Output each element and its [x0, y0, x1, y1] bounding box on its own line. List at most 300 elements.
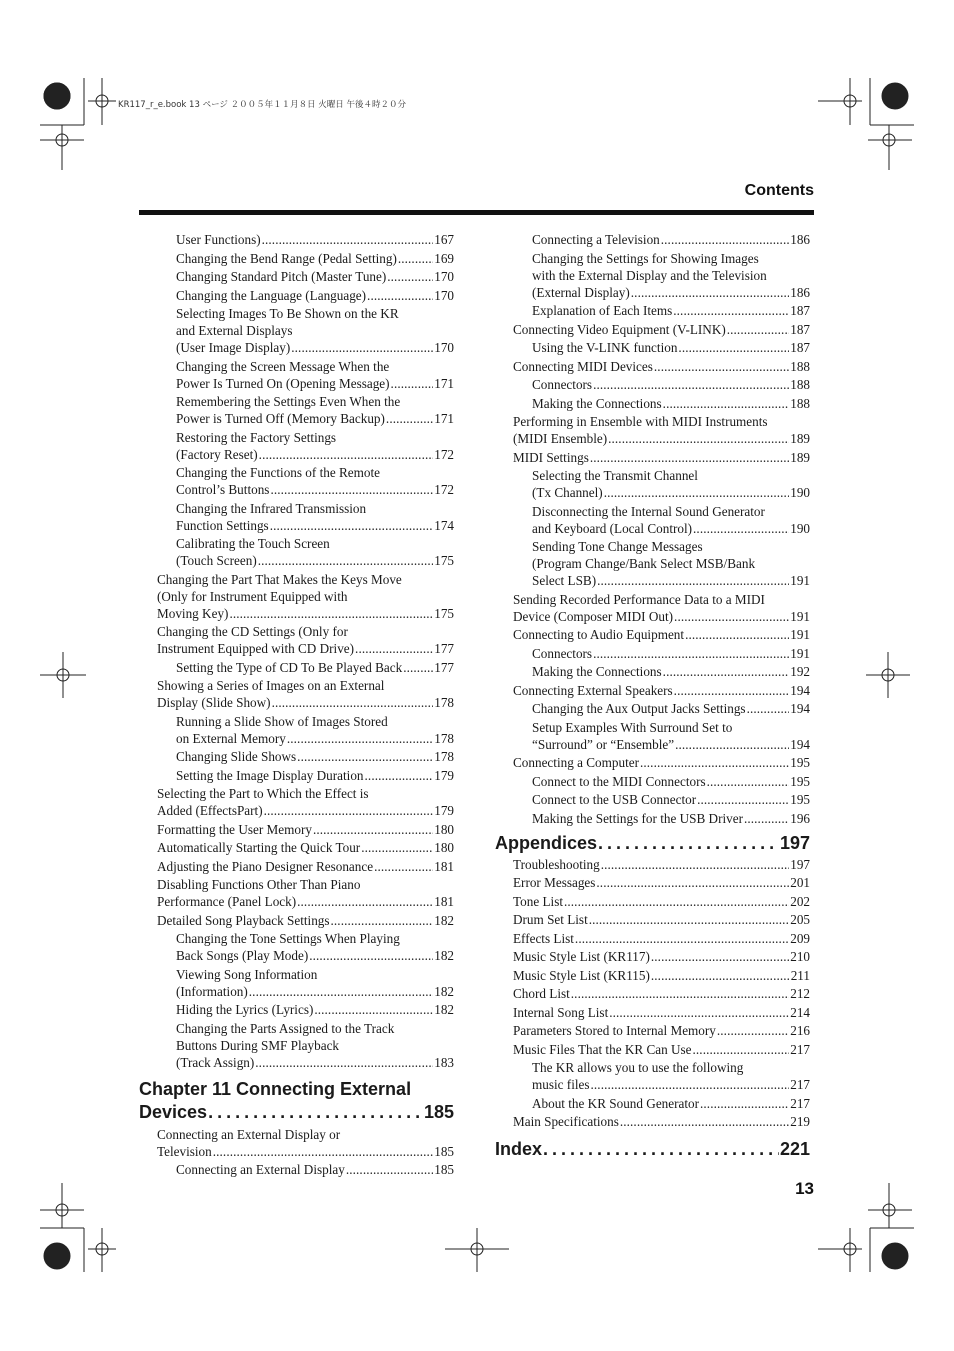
dot-leader: [272, 694, 434, 711]
toc-entry-text: Connecting Video Equipment (V-LINK): [513, 321, 726, 337]
toc-page-number: 189: [790, 449, 810, 465]
dot-leader: [620, 1113, 789, 1130]
dot-leader: [208, 1101, 423, 1124]
toc-entry-text: Connecting a Computer: [513, 755, 639, 770]
toc-entry-text: Internal Song List: [513, 1004, 609, 1020]
toc-entry-text: (Information): [176, 983, 248, 999]
dot-leader: [651, 948, 789, 965]
toc-entry[interactable]: [139, 287, 454, 304]
dot-leader: [391, 375, 434, 392]
toc-entry[interactable]: [139, 912, 454, 929]
dot-leader: [314, 1001, 433, 1018]
dot-leader: [654, 358, 789, 375]
dot-leader: [367, 287, 433, 304]
toc-entry[interactable]: [139, 623, 454, 657]
toc-entry-text: “Surround” or “Ensemble”: [532, 736, 675, 752]
toc-entry-text: Instrument Equipped with CD Drive): [157, 641, 355, 656]
toc-entry[interactable]: [139, 966, 454, 1000]
toc-entry[interactable]: [139, 250, 454, 267]
dot-leader: [640, 754, 789, 771]
toc-entry[interactable]: [495, 538, 810, 589]
toc-page-number: 174: [434, 517, 454, 533]
dot-leader: [259, 446, 434, 463]
appendices-heading[interactable]: [495, 832, 810, 855]
toc-entry-text: Setting the Type of CD To Be Played Back: [176, 659, 403, 675]
dot-leader: [593, 376, 789, 393]
dot-leader: [747, 700, 790, 717]
heading-text: Appendices: [495, 832, 598, 853]
toc-entry-text: Adjusting the Piano Designer Resonance: [157, 858, 374, 874]
dot-leader: [291, 339, 433, 356]
toc-entry-text: (Tx Channel): [532, 485, 603, 500]
dot-leader: [596, 874, 789, 891]
toc-entry-text: Automatically Starting the Quick Tour: [157, 840, 361, 855]
dot-leader: [727, 321, 789, 338]
dot-leader: [589, 911, 789, 928]
toc-entry-text: Moving Key): [157, 605, 229, 621]
toc-page-number: 180: [434, 840, 454, 855]
toc-page-number: 188: [790, 358, 810, 374]
toc-entry-text: Control’s Buttons: [176, 482, 270, 497]
toc-entry-text: MIDI Settings: [513, 449, 589, 465]
toc-entry-text: Performance (Panel Lock): [157, 894, 297, 909]
dot-leader: [604, 484, 790, 501]
dot-leader: [707, 773, 790, 790]
dot-leader: [309, 947, 433, 964]
dot-leader: [270, 481, 433, 498]
dot-leader: [386, 410, 433, 427]
toc-page-number: 178: [434, 749, 454, 764]
dot-leader: [374, 858, 433, 875]
dot-leader: [564, 893, 789, 910]
toc-entry[interactable]: [139, 659, 454, 676]
chapter-11-heading[interactable]: [139, 1078, 454, 1124]
dot-leader: [313, 821, 433, 838]
toc-page-number: 194: [790, 682, 810, 698]
dot-leader: [387, 268, 433, 285]
toc-entry-text: Connecting External Speakers: [513, 682, 673, 698]
dot-leader: [262, 231, 434, 248]
toc-entry[interactable]: [139, 358, 454, 392]
toc-page-number: 175: [434, 553, 454, 568]
toc-entry-text: Restoring the Factory Settings: [176, 429, 337, 445]
toc-entry-text: Chord List: [513, 986, 570, 1001]
toc-entry[interactable]: [139, 677, 454, 711]
toc-page-number: 177: [434, 641, 454, 656]
toc-entry-text: Setting the Image Display Duration: [176, 767, 364, 783]
section-title: Contents: [744, 182, 814, 199]
toc-entry[interactable]: [495, 663, 810, 680]
index-heading[interactable]: [495, 1138, 810, 1161]
toc-page-number: 191: [790, 573, 810, 588]
toc-entry[interactable]: [495, 930, 810, 947]
toc-entry-text: Viewing Song Information: [176, 966, 318, 982]
toc-entry-text: Selecting the Part to Which the Effect is: [157, 786, 369, 801]
toc-page-number: 182: [434, 983, 454, 999]
toc-entry[interactable]: [139, 821, 454, 838]
toc-entry[interactable]: [139, 1020, 454, 1071]
toc-entry[interactable]: [495, 231, 810, 248]
dot-leader: [258, 552, 433, 569]
toc-page-number: 195: [790, 792, 810, 807]
heading-page-number: 221: [779, 1139, 810, 1159]
toc-entry[interactable]: [139, 876, 454, 910]
toc-page-number: 171: [434, 375, 454, 391]
toc-entry[interactable]: [139, 748, 454, 765]
page-number: 13: [795, 1179, 814, 1198]
toc-entry-text: Changing the Aux Output Jacks Settings: [532, 701, 746, 716]
file-header: KR117_r_e.book 13 ページ ２００５年１１月８日 火曜日 午後４時２０分: [118, 100, 407, 110]
toc-entry-text: Showing a Series of Images on an External: [157, 678, 385, 693]
toc-entry-text: (Track Assign): [176, 1054, 255, 1070]
toc-entry[interactable]: [139, 767, 454, 784]
dot-leader: [663, 395, 790, 412]
toc-entry-text: Connectors: [532, 377, 593, 392]
toc-entry-text: Back Songs (Play Mode): [176, 948, 309, 963]
toc-entry-text: Changing Standard Pitch (Master Tune): [176, 269, 387, 284]
toc-entry-text: Changing the Bend Range (Pedal Setting): [176, 250, 397, 266]
toc-entry[interactable]: [495, 911, 810, 928]
dot-leader: [685, 626, 789, 643]
toc-page-number: 210: [790, 949, 810, 964]
toc-entry[interactable]: [495, 413, 810, 447]
toc-left-part2: [139, 1126, 454, 1179]
toc-entry-text: Changing the Infrared Transmission: [176, 500, 367, 516]
toc-page-number: 187: [790, 303, 810, 318]
toc-entry[interactable]: [139, 839, 454, 856]
dot-leader: [609, 1004, 789, 1021]
dot-leader: [543, 1138, 779, 1161]
dot-leader: [355, 640, 433, 657]
toc-entry-text: Disconnecting the Internal Sound Generator: [532, 503, 765, 519]
toc-page-number: 191: [790, 645, 810, 661]
dot-leader: [663, 663, 790, 680]
toc-page-number: 180: [434, 821, 454, 837]
toc-entry-text: Sending Recorded Performance Data to a MIDI: [513, 591, 765, 607]
toc-page-number: 194: [790, 736, 810, 752]
toc-entry[interactable]: [139, 785, 454, 819]
toc-entry-text: and External Displays: [176, 323, 293, 338]
toc-entry-text: Changing the Part That Makes the Keys Move: [157, 571, 402, 587]
toc-entry-text: Power is Turned Off (Memory Backup): [176, 411, 385, 426]
toc-page-number: 169: [434, 250, 454, 266]
toc-entry-text: Television: [157, 1143, 212, 1159]
toc-entry-text: Display (Slide Show): [157, 695, 271, 710]
toc-entry-text: Connecting an External Display: [176, 1162, 345, 1177]
toc-entry[interactable]: [495, 1095, 810, 1112]
heading-page-number: 197: [779, 832, 810, 853]
toc-page-number: 190: [790, 520, 810, 536]
toc-page-number: 196: [790, 810, 810, 826]
toc-entry-text: Using the V-LINK function: [532, 340, 678, 355]
toc-entry[interactable]: [495, 967, 810, 984]
toc-entry[interactable]: [495, 700, 810, 717]
dot-leader: [674, 608, 789, 625]
toc-entry[interactable]: [495, 893, 810, 910]
toc-page-number: 188: [790, 377, 810, 392]
toc-entry-text: Calibrating the Touch Screen: [176, 536, 330, 551]
toc-entry-text: Making the Settings for the USB Driver: [532, 810, 743, 826]
toc-page-number: 192: [790, 664, 810, 679]
toc-entry[interactable]: [139, 535, 454, 569]
dot-leader: [331, 912, 434, 929]
toc-entry-text: (MIDI Ensemble): [513, 431, 608, 446]
toc-entry-text: Power Is Turned On (Opening Message): [176, 375, 390, 391]
toc-right-part1: [495, 231, 810, 827]
toc-entry-text: Changing Slide Shows: [176, 749, 297, 764]
toc-entry[interactable]: [495, 302, 810, 319]
dot-leader: [744, 810, 789, 827]
dot-leader: [601, 856, 790, 873]
toc-entry-text: (User Image Display): [176, 340, 291, 355]
toc-entry[interactable]: [495, 719, 810, 753]
toc-page-number: 191: [790, 608, 810, 624]
toc-entry-text: (Touch Screen): [176, 553, 257, 568]
dot-leader: [249, 983, 433, 1000]
toc-entry[interactable]: [139, 464, 454, 498]
toc-entry[interactable]: [495, 754, 810, 771]
dot-leader: [571, 985, 789, 1002]
toc-entry[interactable]: [495, 645, 810, 662]
dot-leader: [675, 736, 789, 753]
toc-entry-text: Changing the Functions of the Remote: [176, 465, 381, 480]
dot-leader: [693, 1041, 790, 1058]
toc-left-part1: [139, 231, 454, 1071]
toc-entry-text: Making the Connections: [532, 395, 662, 411]
toc-page-number: 183: [434, 1054, 454, 1070]
toc-page-number: 217: [790, 1095, 810, 1111]
toc-entry[interactable]: [139, 858, 454, 875]
toc-entry-text: music files: [532, 1077, 590, 1092]
toc-entry-text: Connecting a Television: [532, 232, 660, 247]
dot-leader: [597, 572, 789, 589]
toc-entry[interactable]: [495, 682, 810, 699]
toc-page-number: 191: [790, 627, 810, 642]
toc-entry[interactable]: [495, 1041, 810, 1058]
toc-entry[interactable]: [139, 429, 454, 463]
dot-leader: [717, 1022, 789, 1039]
dot-leader: [598, 832, 779, 855]
toc-entry-text: Function Settings: [176, 517, 269, 533]
toc-page-number: 201: [790, 875, 810, 890]
toc-entry[interactable]: [495, 339, 810, 356]
toc-entry[interactable]: [495, 626, 810, 643]
toc-page-number: 211: [790, 967, 810, 983]
toc-entry-text: Changing the Parts Assigned to the Track: [176, 1020, 395, 1036]
dot-leader: [608, 430, 789, 447]
toc-page-number: 185: [434, 1143, 454, 1159]
toc-entry[interactable]: [495, 250, 810, 301]
toc-entry-text: Connecting MIDI Devices: [513, 358, 653, 374]
toc-entry[interactable]: [495, 1004, 810, 1021]
toc-entry[interactable]: [495, 376, 810, 393]
toc-page-number: 189: [790, 431, 810, 446]
dot-leader: [674, 682, 790, 699]
toc-page-number: 190: [790, 485, 810, 500]
heading-text: Devices: [139, 1101, 208, 1122]
toc-entry[interactable]: [495, 773, 810, 790]
toc-page-number: 194: [790, 701, 810, 716]
toc-entry[interactable]: [139, 231, 454, 248]
toc-entry-text: Drum Set List: [513, 912, 588, 927]
toc-entry-text: Device (Composer MIDI Out): [513, 608, 674, 624]
toc-entry-text: Troubleshooting: [513, 856, 600, 872]
toc-entry-text: Tone List: [513, 893, 563, 909]
toc-right-part2: [495, 856, 810, 1131]
toc-page-number: 197: [790, 856, 810, 872]
toc-page-number: 170: [434, 340, 454, 355]
dot-leader: [255, 1054, 433, 1071]
toc-entry-text: Selecting Images To Be Shown on the KR: [176, 306, 399, 321]
toc-page-number: 219: [790, 1114, 810, 1129]
toc-entry[interactable]: [495, 1113, 810, 1130]
toc-entry-text: Explanation of Each Items: [532, 303, 673, 318]
toc-entry[interactable]: [495, 591, 810, 625]
toc-entry[interactable]: [139, 393, 454, 427]
dot-leader: [346, 1161, 433, 1178]
toc-entry-text: Connecting to Audio Equipment: [513, 627, 685, 642]
dot-leader: [229, 605, 433, 622]
toc-entry[interactable]: [139, 1161, 454, 1178]
toc-entry-text: Select LSB): [532, 573, 597, 588]
toc-entry[interactable]: [139, 305, 454, 356]
heading-page-number: 185: [423, 1101, 454, 1122]
dot-leader: [287, 730, 433, 747]
toc-entry[interactable]: [495, 503, 810, 537]
toc-entry-text: The KR allows you to use the following: [532, 1060, 744, 1075]
toc-entry[interactable]: [139, 930, 454, 964]
toc-entry[interactable]: [495, 1022, 810, 1039]
toc-entry-text: Changing the Settings for Showing Images: [532, 250, 759, 266]
toc-page-number: 209: [790, 930, 810, 946]
toc-page-number: 202: [790, 893, 810, 909]
toc-page-number: 217: [790, 1077, 810, 1092]
dot-leader: [678, 339, 789, 356]
dot-leader: [213, 1143, 433, 1160]
toc-page-number: 179: [434, 767, 454, 783]
toc-entry[interactable]: [495, 948, 810, 965]
toc-entry[interactable]: [495, 1059, 810, 1093]
toc-entry[interactable]: [139, 1126, 454, 1160]
toc-left-column: [139, 231, 454, 1180]
toc-entry-text: Parameters Stored to Internal Memory: [513, 1023, 716, 1038]
dot-leader: [593, 645, 789, 662]
toc-page-number: 172: [434, 446, 454, 462]
header-rule: [139, 210, 814, 215]
toc-page-number: 186: [790, 284, 810, 300]
toc-entry-text: Connect to the USB Connector: [532, 792, 697, 807]
toc-page-number: 179: [434, 803, 454, 818]
dot-leader: [673, 302, 789, 319]
toc-entry[interactable]: [139, 713, 454, 747]
toc-entry[interactable]: [139, 571, 454, 622]
toc-entry[interactable]: [495, 874, 810, 891]
dot-leader: [365, 767, 434, 784]
toc-entry[interactable]: [495, 791, 810, 808]
toc-entry-text: Performing in Ensemble with MIDI Instruments: [513, 414, 768, 429]
toc-page-number: 186: [790, 232, 810, 247]
toc-entry[interactable]: [495, 449, 810, 466]
toc-page-number: 182: [434, 1002, 454, 1017]
toc-entry-text: (Factory Reset): [176, 446, 258, 462]
dot-leader: [270, 517, 434, 534]
toc-entry-text: About the KR Sound Generator: [532, 1095, 700, 1111]
toc-entry-text: Buttons During SMF Playback: [176, 1037, 340, 1053]
toc-page-number: 181: [434, 894, 454, 909]
toc-entry[interactable]: [495, 321, 810, 338]
dot-leader: [361, 839, 433, 856]
toc-page-number: 170: [434, 269, 454, 284]
toc-page-number: 195: [790, 755, 810, 770]
toc-entry[interactable]: [139, 500, 454, 534]
toc-page-number: 181: [434, 858, 454, 874]
toc-entry[interactable]: [139, 1001, 454, 1018]
toc-entry-text: Changing the Screen Message When the: [176, 358, 390, 374]
dot-leader: [403, 659, 433, 676]
toc-entry[interactable]: [139, 268, 454, 285]
toc-page-number: 217: [790, 1041, 810, 1057]
toc-page-number: 167: [434, 232, 454, 247]
toc-page-number: 205: [790, 912, 810, 927]
heading-text: Index: [495, 1139, 543, 1159]
toc-entry-text: Remembering the Settings Even When the: [176, 394, 401, 409]
dot-leader: [661, 231, 789, 248]
toc-entry[interactable]: [495, 467, 810, 501]
toc-page-number: 170: [434, 287, 454, 303]
dot-leader: [693, 520, 789, 537]
toc-entry-text: Hiding the Lyrics (Lyrics): [176, 1002, 314, 1017]
toc-entry-text: and Keyboard (Local Control): [532, 520, 693, 536]
toc-entry-text: Added (EffectsPart): [157, 803, 263, 818]
toc-page-number: 178: [434, 695, 454, 710]
toc-page-number: 216: [790, 1023, 810, 1038]
toc-entry[interactable]: [495, 985, 810, 1002]
toc-entry-text: Selecting the Transmit Channel: [532, 468, 698, 483]
toc-page-number: 175: [434, 605, 454, 621]
toc-entry[interactable]: [495, 856, 810, 873]
toc-entry-text: Connecting an External Display or: [157, 1126, 341, 1142]
dot-leader: [697, 791, 789, 808]
toc-entry-text: Changing the Tone Settings When Playing: [176, 931, 400, 946]
dot-leader: [575, 930, 789, 947]
toc-entry-text: Main Specifications: [513, 1114, 619, 1129]
toc-page-number: 185: [434, 1162, 454, 1177]
dot-leader: [700, 1095, 789, 1112]
toc-entry-text: on External Memory: [176, 730, 286, 746]
dot-leader: [631, 284, 789, 301]
toc-page-number: 214: [790, 1004, 810, 1020]
toc-entry[interactable]: [495, 358, 810, 375]
toc-entry[interactable]: [495, 810, 810, 827]
toc-entry-text: Changing the CD Settings (Only for: [157, 624, 348, 639]
toc-entry-text: Music Files That the KR Can Use: [513, 1041, 692, 1057]
toc-page-number: 172: [434, 482, 454, 497]
toc-entry[interactable]: [495, 395, 810, 412]
toc-page-number: 178: [434, 730, 454, 746]
toc-entry-text: (Only for Instrument Equipped with: [157, 588, 348, 604]
toc-entry-text: Error Messages: [513, 875, 596, 890]
toc-page-number: 187: [790, 340, 810, 355]
toc-page-number: 171: [434, 411, 454, 426]
toc-entry-text: Disabling Functions Other Than Piano: [157, 877, 361, 892]
dot-leader: [297, 893, 433, 910]
toc-entry-text: Formatting the User Memory: [157, 821, 312, 837]
dot-leader: [264, 802, 434, 819]
toc-entry-text: with the External Display and the Television: [532, 267, 767, 283]
dot-leader: [651, 967, 790, 984]
toc-page-number: 182: [434, 912, 454, 928]
toc-entry-text: Music Style List (KR117): [513, 949, 650, 964]
